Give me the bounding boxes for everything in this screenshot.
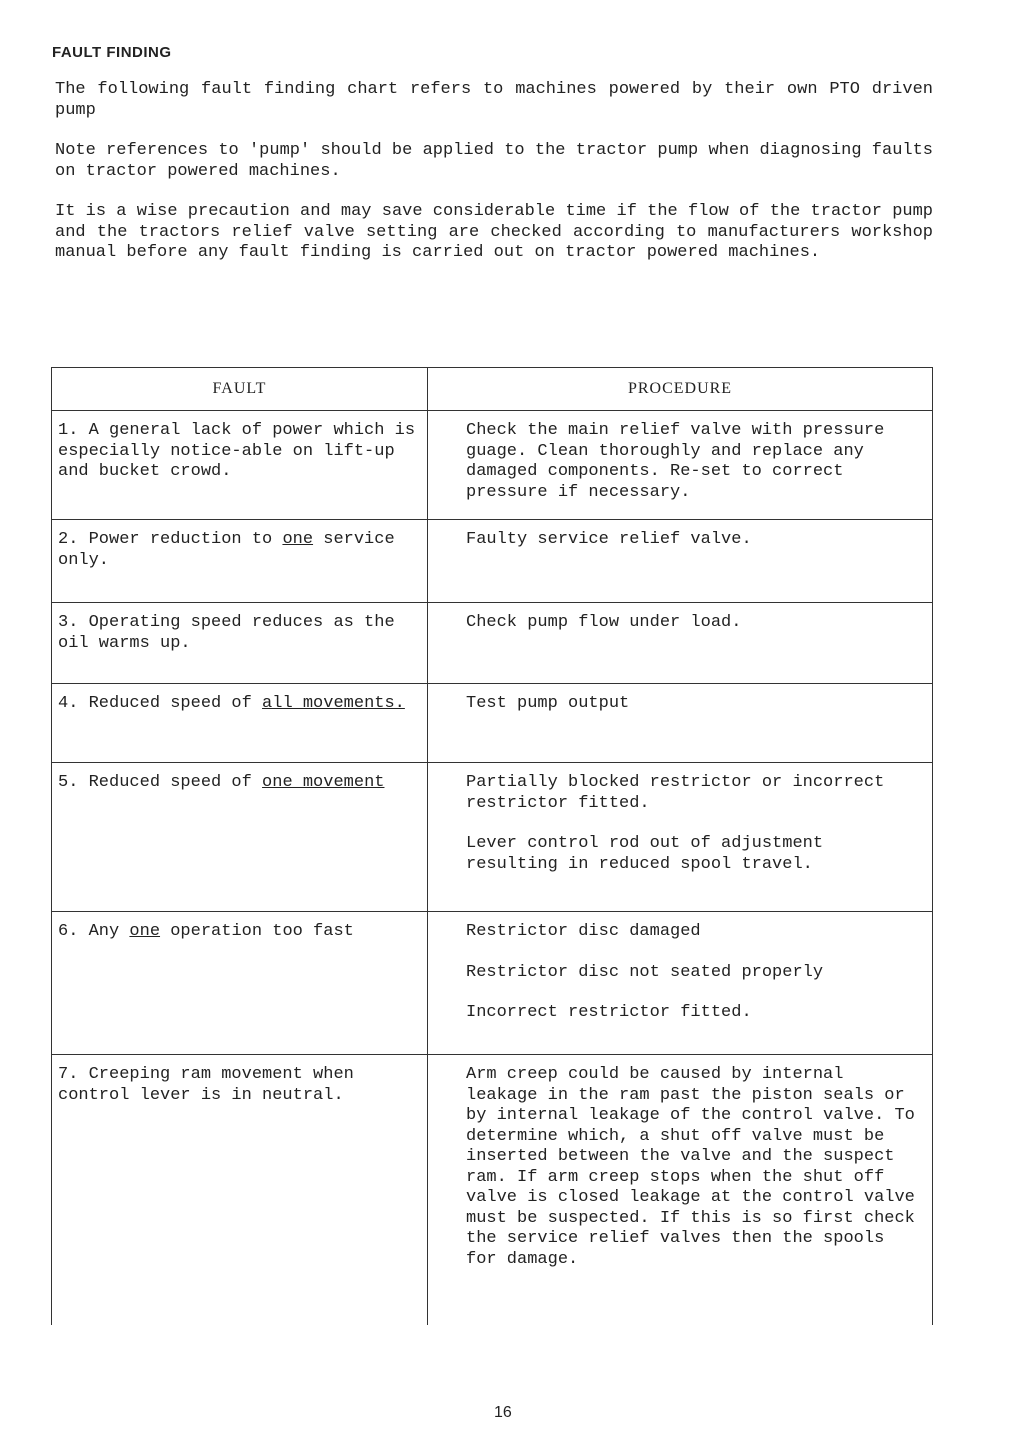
fault-cell	[52, 912, 428, 1055]
page-number: 16	[494, 1404, 512, 1421]
procedure-text: Restrictor disc not seated properly	[466, 962, 824, 982]
procedure-cell	[428, 912, 933, 1055]
procedure-text: Faulty service relief valve.	[466, 530, 752, 549]
fault-text: 5. Reduced speed of	[58, 773, 263, 792]
procedure-header: PROCEDURE	[428, 368, 933, 411]
table-row	[52, 520, 933, 603]
fault-emphasis: one	[129, 922, 161, 941]
fault-text: 2. Power reduction to	[58, 530, 283, 549]
precaution-paragraph: It is a wise precaution and may save considerable time if the flow of the tractor pump and the tractors relief valve setting are checked according to manufacturers workshop manual before any fault finding is carried out on tractor powered machines.	[55, 202, 933, 262]
procedure-cell	[428, 603, 933, 684]
fault-text: operation too fast	[160, 922, 354, 941]
procedure-cell	[428, 763, 933, 912]
fault-cell	[52, 1055, 428, 1326]
procedure-text: Arm creep could be caused by internal leakage in the ram past the piston seals or by internal leakage of the control valve. To determine which, a shut off valve must be inserted between the valve and the suspect ram. If arm creep stops when the shut off valve is closed leakage at the control valve must be suspected. If this is so first check the service relief valves then the spools for damage.	[466, 1065, 915, 1269]
intro-paragraph: The following fault finding chart refers to machines powered by their own PTO driven pump	[55, 80, 933, 120]
fault-text: 1. A general lack of power which is especially notice-able on lift-up and bucket crowd.	[58, 421, 416, 481]
fault-emphasis: all movements.	[262, 694, 405, 713]
procedure-text: Check the main relief valve with pressure guage. Clean thoroughly and replace any damaged components. Re-set to correct pressure if necessary.	[466, 421, 885, 502]
table-row	[52, 763, 933, 912]
fault-emphasis: one movement	[262, 773, 385, 792]
procedure-text: Incorrect restrictor fitted.	[466, 1003, 752, 1022]
procedure-text: Test pump output	[466, 694, 630, 713]
fault-cell	[52, 684, 428, 763]
table-row	[52, 411, 933, 520]
table-row	[52, 912, 933, 1055]
fault-text: 4. Reduced speed of	[58, 694, 263, 713]
procedure-cell	[428, 520, 933, 603]
fault-cell	[52, 520, 428, 603]
fault-cell	[52, 411, 428, 520]
procedure-text: Check pump flow under load.	[466, 613, 742, 632]
fault-text: 3. Operating speed reduces as the oil warms up.	[58, 613, 395, 653]
fault-finding-table	[51, 367, 933, 1325]
fault-header: FAULT	[52, 368, 428, 411]
page-heading: FAULT FINDING	[52, 44, 172, 61]
procedure-text: Restrictor disc damaged	[466, 922, 701, 941]
procedure-cell	[428, 684, 933, 763]
procedure-cell	[428, 1055, 933, 1326]
table-row	[52, 1055, 933, 1326]
fault-text: 7. Creeping ram movement when control lever is in neutral.	[58, 1065, 354, 1105]
fault-text: 6. Any	[58, 922, 130, 941]
fault-cell	[52, 603, 428, 684]
procedure-text: Lever control rod out of adjustment resulting in reduced spool travel.	[466, 834, 824, 874]
table-row	[52, 684, 933, 763]
note-paragraph: Note references to 'pump' should be applied to the tractor pump when diagnosing faults on tractor powered machines.	[55, 141, 933, 181]
fault-cell	[52, 763, 428, 912]
fault-emphasis: one	[282, 530, 314, 549]
table-row	[52, 603, 933, 684]
fault-text: service only.	[58, 530, 395, 570]
procedure-cell	[428, 411, 933, 520]
procedure-text: Partially blocked restrictor or incorrect restrictor fitted.	[466, 773, 885, 813]
